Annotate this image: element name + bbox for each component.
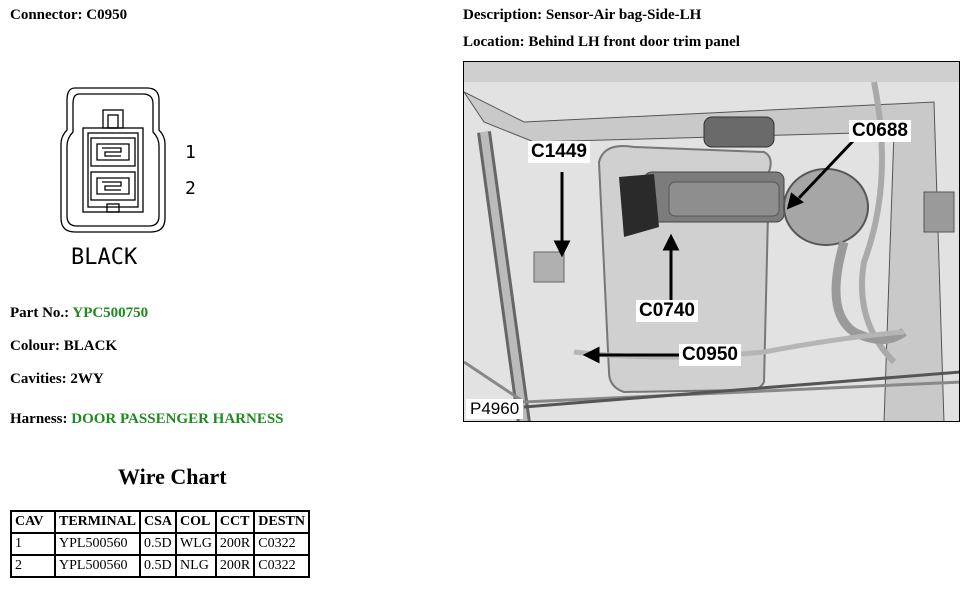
wire-chart-title: Wire Chart — [118, 464, 227, 489]
callout-c0688: C0688 — [849, 120, 911, 142]
description-value: Sensor-Air bag-Side-LH — [545, 7, 702, 23]
harness-row: Harness: DOOR PASSENGER HARNESS — [10, 411, 284, 427]
part-no-link[interactable]: YPC500750 — [72, 305, 149, 321]
colour-value: BLACK — [63, 338, 118, 354]
cell: 1 — [11, 533, 55, 555]
cell: 0.5D — [140, 555, 176, 577]
location-photo — [463, 61, 960, 422]
cell: WLG — [176, 533, 216, 555]
pin-1-number: 1 — [185, 142, 196, 163]
cell: C0322 — [254, 533, 309, 555]
col-header: DESTN — [254, 511, 309, 533]
door-interior-illustration — [464, 62, 960, 422]
col-header: CCT — [216, 511, 254, 533]
callout-c1449: C1449 — [528, 141, 590, 163]
col-header: CSA — [140, 511, 176, 533]
location-value: Behind LH front door trim panel — [528, 34, 740, 50]
connector-label: Connector: C0950 — [10, 7, 128, 23]
cell: 0.5D — [140, 533, 176, 555]
harness-link[interactable]: DOOR PASSENGER HARNESS — [71, 411, 284, 427]
colour-row: Colour: BLACK — [10, 338, 118, 354]
drawing-color-text: BLACK — [71, 245, 138, 270]
table-row — [11, 555, 309, 577]
col-header: TERMINAL — [55, 511, 140, 533]
photo-reference: P4960 — [466, 399, 523, 419]
wire-chart-header-row — [11, 511, 309, 533]
connector-value: C0950 — [86, 7, 128, 23]
cavities-row: Cavities: 2WY — [10, 371, 104, 387]
cavities-value: 2WY — [70, 371, 104, 387]
description-label: Description: Sensor-Air bag-Side-LH — [463, 7, 702, 23]
pin-2-number: 2 — [185, 178, 196, 199]
part-no-row: Part No.: YPC500750 — [10, 305, 149, 321]
location-label: Location: Behind LH front door trim panel — [463, 34, 740, 50]
cell: 200R — [216, 555, 254, 577]
callout-c0740: C0740 — [636, 300, 698, 322]
connector-face-drawing — [55, 82, 185, 272]
cell: 2 — [11, 555, 55, 577]
cell: C0322 — [254, 555, 309, 577]
cell: 200R — [216, 533, 254, 555]
table-row — [11, 533, 309, 555]
cell: YPL500560 — [55, 555, 140, 577]
col-header: CAV — [11, 511, 55, 533]
wire-chart-table — [10, 510, 310, 578]
cell: YPL500560 — [55, 533, 140, 555]
cell: NLG — [176, 555, 216, 577]
callout-c0950: C0950 — [679, 344, 741, 366]
col-header: COL — [176, 511, 216, 533]
